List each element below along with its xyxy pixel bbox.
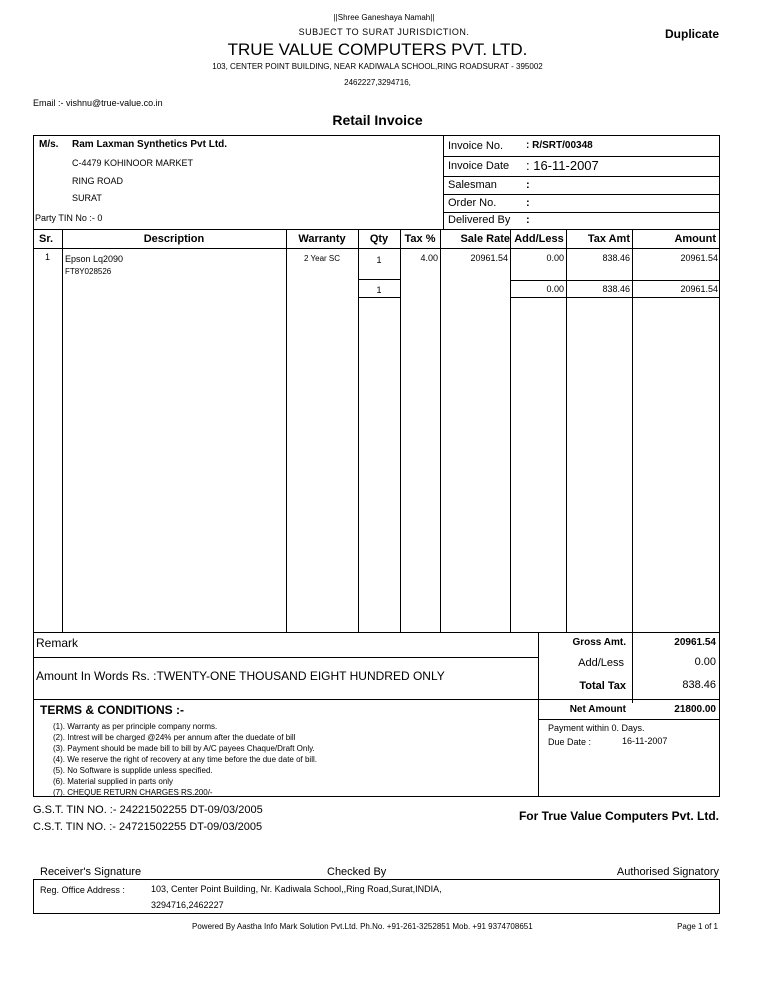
- terms-item: (3). Payment should be made bill to bill by A/C payees Chaque/Draft Only.: [53, 744, 315, 753]
- total-tax-label: Total Tax: [579, 680, 626, 692]
- company-phones: 2462227,3294716,: [344, 78, 411, 87]
- col-add-less: Add/Less: [514, 233, 564, 245]
- terms-title: TERMS & CONDITIONS :-: [40, 703, 184, 717]
- row-serial: FT8Y028526: [65, 267, 112, 276]
- net-amount-label: Net Amount: [569, 704, 626, 715]
- terms-item: (4). We reserve the right of recovery at any time before the due date of bill.: [53, 755, 317, 764]
- blessing: ||Shree Ganeshaya Namah||: [333, 13, 435, 22]
- customer-prefix: M/s.: [39, 139, 59, 150]
- powered-by: Powered By Aastha Info Mark Solution Pvt.Ltd. Ph.No. +91-261-3252851 Mob. +91 9374708651: [192, 922, 533, 931]
- row-tax-amt: 838.46: [602, 253, 630, 263]
- col-description: Description: [143, 233, 205, 245]
- company-name: TRUE VALUE COMPUTERS PVT. LTD.: [227, 40, 528, 59]
- invoice-date: : 16-11-2007: [526, 158, 599, 173]
- reg-office-line1: 103, Center Point Building, Nr. Kadiwala School,,Ring Road,Surat,INDIA,: [151, 884, 442, 894]
- customer-address-1: C-4479 KOHINOOR MARKET: [72, 158, 194, 168]
- subtotal-qty: 1: [376, 285, 382, 295]
- col-qty: Qty: [369, 233, 389, 245]
- payment-within: Payment within 0. Days.: [548, 723, 645, 733]
- row-sr: 1: [45, 252, 51, 262]
- terms-item: (5). No Software is supplide unless specified.: [53, 766, 213, 775]
- customer-address-3: SURAT: [72, 193, 102, 203]
- due-date-label: Due Date :: [548, 737, 592, 747]
- terms-item: (1). Warranty as per principle company norms.: [53, 722, 218, 731]
- gst-tin: G.S.T. TIN NO. :- 24221502255 DT-09/03/2005: [33, 804, 263, 816]
- col-tax-amt: Tax Amt: [587, 233, 630, 245]
- salesman-label: Salesman: [448, 179, 497, 191]
- company-email: Email :- vishnu@true-value.co.in: [33, 98, 163, 108]
- row-amount: 20961.54: [680, 253, 718, 263]
- terms-item: (6). Material supplied in parts only: [53, 777, 174, 786]
- page-number: Page 1 of 1: [677, 922, 718, 931]
- gross-amount: 20961.54: [674, 637, 716, 648]
- checked-by: Checked By: [327, 866, 387, 878]
- order-no: :: [526, 197, 530, 209]
- subtotal-tax-amt: 838.46: [602, 284, 630, 294]
- row-add-less: 0.00: [546, 253, 564, 263]
- invoice-no: : R/SRT/00348: [526, 140, 593, 151]
- row-sale-rate: 20961.54: [470, 253, 508, 263]
- delivered-by-label: Delivered By: [448, 214, 511, 226]
- authorised-signatory: Authorised Signatory: [616, 866, 719, 878]
- addless-amount: 0.00: [694, 656, 716, 668]
- company-address: 103, CENTER POINT BUILDING, NEAR KADIWALA SCHOOL,RING ROADSURAT - 395002: [212, 62, 543, 71]
- row-description: Epson Lq2090: [65, 254, 124, 264]
- invoice-date-label: Invoice Date: [448, 160, 510, 172]
- addless-label: Add/Less: [578, 657, 624, 669]
- gross-label: Gross Amt.: [572, 637, 626, 648]
- col-warranty: Warranty: [298, 233, 346, 245]
- order-no-label: Order No.: [448, 197, 497, 209]
- invoice-no-label: Invoice No.: [448, 140, 504, 152]
- doc-title: Retail Invoice: [332, 112, 423, 128]
- amount-in-words: Amount In Words Rs. :TWENTY-ONE THOUSAND EIGHT HUNDRED ONLY: [36, 669, 445, 683]
- reg-office-line2: 3294716,2462227: [151, 900, 224, 910]
- row-qty: 1: [376, 255, 382, 265]
- customer-address-2: RING ROAD: [72, 176, 124, 186]
- terms-item: (7). CHEQUE RETURN CHARGES RS.200/-: [53, 788, 213, 797]
- salesman: :: [526, 179, 530, 191]
- subtotal-add-less: 0.00: [546, 284, 564, 294]
- for-company: For True Value Computers Pvt. Ltd.: [518, 809, 719, 823]
- due-date: 16-11-2007: [622, 736, 668, 746]
- remark-label: Remark: [36, 636, 79, 650]
- terms-item: (2). Intrest will be charged @24% per annum after the duedate of bill: [53, 733, 296, 742]
- row-tax-pct: 4.00: [420, 253, 438, 263]
- row-warranty: 2 Year SC: [303, 254, 341, 263]
- total-tax-amount: 838.46: [682, 679, 716, 691]
- col-sr: Sr.: [39, 233, 54, 245]
- reg-office-label: Reg. Office Address :: [40, 885, 125, 895]
- col-sale-rate: Sale Rate: [460, 233, 510, 245]
- customer-name: Ram Laxman Synthetics Pvt Ltd.: [72, 139, 228, 150]
- delivered-by: :: [526, 214, 530, 226]
- party-tin: Party TIN No :- 0: [35, 213, 103, 223]
- copy-label: Duplicate: [665, 27, 720, 41]
- col-tax-pct: Tax %: [404, 233, 436, 245]
- jurisdiction: SUBJECT TO SURAT JURISDICTION.: [298, 27, 470, 37]
- net-amount: 21800.00: [674, 704, 716, 715]
- subtotal-amount: 20961.54: [680, 284, 718, 294]
- col-amount: Amount: [674, 233, 716, 245]
- cst-tin: C.S.T. TIN NO. :- 24721502255 DT-09/03/2005: [33, 821, 263, 833]
- receiver-signature: Receiver's Signature: [40, 866, 142, 878]
